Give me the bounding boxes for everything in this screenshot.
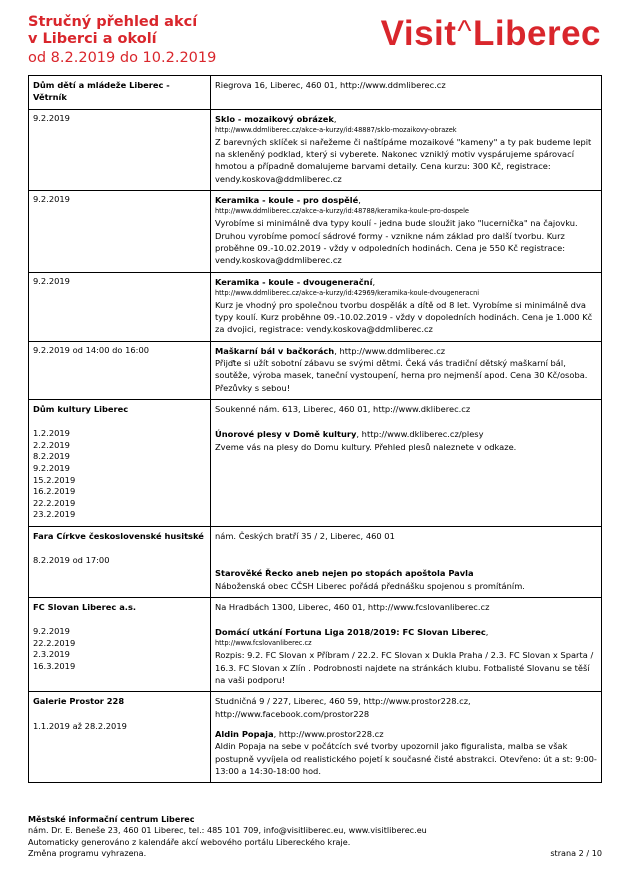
organizer-name: Dům kultury Liberec [33, 403, 129, 414]
event-description: Aldin Popaja na sebe v počátcích své tvorby upozornil jako figuralista, malba se však postupně vyvíjela od realistického pojetí k současné čisté abstrakci. Otevřeno: út a st: 9:00-13:00 a 14:30-18:00 hod. [215, 741, 597, 776]
event-date-cell [29, 272, 211, 341]
event-detail-cell [211, 692, 602, 783]
event-title[interactable]: Sklo - mozaikový obrázek [215, 113, 334, 124]
event-date: 2.3.2019 [33, 649, 70, 660]
event-detail-cell [211, 399, 602, 526]
event-date: 9.2.2019 [33, 275, 70, 286]
event-title[interactable]: Aldin Popaja [215, 728, 274, 739]
event-row [29, 272, 602, 341]
organizer-address: Riegrova 16, Liberec, 460 01, http://www.ddmliberec.cz [215, 80, 446, 90]
event-description: Rozpis: 9.2. FC Slovan x Příbram / 22.2. FC Slovan x Dukla Praha / 2.3. FC Slovan x Sparta / 16.3. FC Slovan x Zlín . Podrobnosti najdete na stránkách klubu. Fotbalisté Slovanu se těší na vaši podporu! [215, 650, 594, 686]
event-title-suffix: , http://www.ddmliberec.cz [334, 345, 446, 356]
title-line-2: v Liberci a okolí [28, 31, 157, 47]
event-date: 8.2.2019 od 17:00 [33, 555, 110, 566]
event-title-suffix: , [372, 276, 376, 287]
event-dates [33, 626, 206, 672]
event-date-cell [29, 191, 211, 272]
event-detail-cell [211, 526, 602, 597]
event-title-suffix: , [485, 627, 489, 638]
page-footer [28, 814, 602, 860]
event-title[interactable]: Únorové plesy v Domě kultury [215, 429, 357, 440]
logo-text-liberec: Liberec [473, 14, 601, 53]
event-row [29, 341, 602, 399]
footer-contact: nám. Dr. E. Beneše 23, 460 01 Liberec, tel.: 485 101 709, info@visitliberec.eu, www.visitliberec.eu [28, 825, 427, 836]
organizer-cell [29, 692, 211, 783]
event-detail-cell [211, 109, 602, 190]
logo-caret-icon: ^ [457, 15, 472, 48]
event-url[interactable]: http://www.ddmliberec.cz/akce-a-kurzy/id:48788/keramika-koule-pro-dospele [215, 207, 469, 216]
event-date: 9.2.2019 [33, 626, 70, 637]
event-detail-cell [211, 597, 602, 691]
organizer-name: FC Slovan Liberec a.s. [33, 601, 137, 612]
footer-disclaimer: Změna programu vyhrazena. [28, 848, 147, 859]
event-date: 9.2.2019 [33, 463, 70, 474]
event-date: 9.2.2019 [33, 194, 70, 205]
event-row [29, 191, 602, 272]
organizer-name: Galerie Prostor 228 [33, 696, 125, 707]
event-date-cell [29, 341, 211, 399]
event-date: 2.2.2019 [33, 439, 70, 450]
event-title-suffix: , [358, 195, 361, 206]
organizer-event-row [29, 526, 602, 597]
visit-liberec-logo [381, 14, 601, 56]
event-title[interactable]: Domácí utkání Fortuna Liga 2018/2019: FC Slovan Liberec [215, 627, 486, 638]
event-url[interactable]: http://www.fcslovanliberec.cz [215, 639, 312, 648]
event-detail-cell [211, 272, 602, 341]
event-date: 9.2.2019 [33, 112, 70, 123]
events-table [28, 75, 602, 783]
event-title[interactable]: Keramika - koule - pro dospělé [215, 195, 359, 206]
organizer-event-row [29, 597, 602, 691]
event-date-cell [29, 109, 211, 190]
event-url[interactable]: http://www.ddmliberec.cz/akce-a-kurzy/id:48887/sklo-mozaikovy-obrazek [215, 125, 457, 134]
page-title [28, 14, 197, 48]
event-url[interactable]: http://www.ddmliberec.cz/akce-a-kurzy/id:42969/keramika-koule-dvougeneracni [215, 288, 480, 297]
event-row [29, 109, 602, 190]
event-detail-cell [211, 341, 602, 399]
footer-generated-note: Automaticky generováno z kalendáře akcí webového portálu Libereckého kraje. [28, 836, 351, 847]
event-title-suffix: , http://www.dkliberec.cz/plesy [356, 429, 484, 440]
organizer-row [29, 76, 602, 110]
event-description: Kurz je vhodný pro společnou tvorbu dospělák a dítě od 8 let. Vyrobíme si minimálně dva typy koulí. Kurz proběhne 09.-10.02.2019 - vždy v dopoledních hodinách. Cena je 1.000 Kč za dvojici, registrace: vendy.koskova@ddmliberec.cz [215, 299, 593, 335]
event-date: 1.2.2019 [33, 428, 70, 439]
event-detail-cell [211, 191, 602, 272]
event-date: 16.3.2019 [33, 660, 76, 671]
organizer-name: Dům dětí a mládeže Liberec - Větrník [33, 80, 170, 103]
event-date: 8.2.2019 [33, 451, 70, 462]
logo-text-visit: Visit [380, 14, 457, 53]
event-date: 22.2.2019 [33, 497, 76, 508]
organizer-address: Studničná 9 / 227, Liberec, 460 59, http://www.prostor228.cz, http://www.facebook.com/prostor228 [215, 696, 471, 719]
event-description: Z barevných sklíček si nařežeme či naštípáme mozaikové "kameny" a ty pak budeme lepit na skleněný podklad, který si vyberete. Nakonec vzniklý motiv vyspárujeme spárovací hmotou a případně domalujeme barvami detaily. Cena kurzu: 300 Kč, registrace: vendy.koskova@ddmliberec.cz [215, 136, 592, 184]
event-dates [33, 721, 206, 733]
organizer-cell [29, 76, 211, 110]
organizer-address: nám. Českých bratří 35 / 2, Liberec, 460 01 [215, 530, 395, 541]
organizer-event-row [29, 399, 602, 526]
event-date: 23.2.2019 [33, 509, 76, 520]
organizer-cell [29, 526, 211, 597]
event-description: Vyrobíme si minimálně dva typy koulí - jedna bude sloužit jako "lucernička" na čajovku. Druhou vyrobíme pomocí sádrové formy - vznikne nám základ pro další tvorbu. Kurz proběhne 09.-10.02.2019 - vždy v odpoledních hodinách. Cena je 550 Kč registrace: vendy.koskova@ddmliberec.cz [215, 218, 578, 266]
event-title-suffix: , http://www.prostor228.cz [273, 728, 384, 739]
organizer-event-row [29, 692, 602, 783]
footer-title: Městské informační centrum Liberec [28, 814, 195, 824]
event-title[interactable]: Starověké Řecko aneb nejen po stopách apoštola Pavla [215, 568, 474, 579]
event-title[interactable]: Maškarní bál v bačkorách [215, 345, 335, 356]
event-description: Zveme vás na plesy do Domu kultury. Přehled plesů naleznete v odkaze. [215, 441, 517, 452]
organizer-name: Fara Církve československé husitské [33, 530, 204, 541]
event-title-suffix: , [333, 113, 337, 124]
title-line-1: Stručný přehled akcí [28, 14, 198, 30]
event-date: 16.2.2019 [33, 486, 76, 497]
event-date: 15.2.2019 [33, 474, 76, 485]
event-dates [33, 555, 206, 567]
date-range: od 8.2.2019 do 10.2.2019 [28, 50, 217, 66]
event-date: 22.2.2019 [33, 637, 76, 648]
event-description: Náboženská obec CČSH Liberec pořádá přednášku spojenou s promítáním. [215, 580, 525, 591]
organizer-address: Na Hradbách 1300, Liberec, 460 01, http://www.fcslovanliberec.cz [215, 601, 490, 612]
organizer-address: Soukenné nám. 613, Liberec, 460 01, http://www.dkliberec.cz [215, 403, 471, 414]
event-date: 1.1.2019 až 28.2.2019 [33, 720, 127, 731]
event-title[interactable]: Keramika - koule - dvougenerační [215, 276, 373, 287]
event-dates [33, 428, 206, 521]
page-header [28, 14, 603, 72]
address-cell [211, 76, 602, 110]
event-description: Přijďte si užít sobotní zábavu se svými dětmi. Čeká vás tradiční dětský maškarní bál, soutěže, výroba masek, taneční vystoupení, herna pro nejmenší apod. Cena 30 Kč/osoba. Přezůvky s sebou! [215, 358, 588, 393]
organizer-cell [29, 399, 211, 526]
organizer-cell [29, 597, 211, 691]
event-date: 9.2.2019 od 14:00 do 16:00 [33, 344, 150, 355]
page-number: strana 2 / 10 [550, 848, 602, 859]
